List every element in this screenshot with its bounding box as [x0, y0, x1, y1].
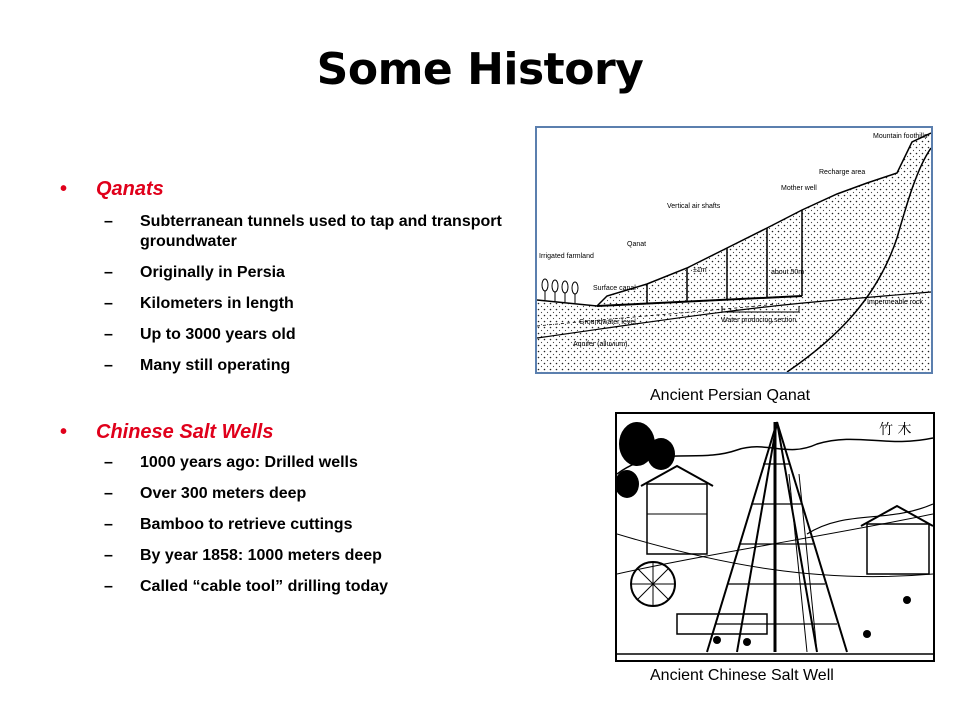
list-item [60, 484, 530, 504]
label-one-m: ±1m [693, 267, 707, 274]
list-item [60, 325, 530, 345]
label-water-section: Water producing section [721, 317, 797, 324]
dash-icon: – [104, 578, 113, 595]
list-item-text: 1000 years ago: Drilled wells [140, 454, 358, 471]
salt-well-caption: Ancient Chinese Salt Well [650, 667, 834, 684]
calligraphy-text: 竹 木 [879, 422, 912, 438]
qanat-caption: Ancient Persian Qanat [650, 387, 811, 404]
list-item-text: Over 300 meters deep [140, 485, 307, 502]
section-qanats-heading [60, 172, 530, 206]
list-item-text: Subterranean tunnels used to tap and transport groundwater [140, 213, 502, 250]
qanat-diagram [535, 126, 933, 374]
label-groundwater: Groundwater level [579, 319, 636, 326]
salt-well-illustration [615, 412, 935, 662]
label-irrigated: Irrigated farmland [539, 253, 594, 260]
list-item [60, 356, 530, 376]
list-item [60, 546, 530, 566]
dash-icon: – [104, 295, 113, 312]
slide-title: Some History [316, 44, 644, 95]
label-impermeable: Impermeable rock [867, 299, 924, 306]
list-item [60, 515, 530, 535]
qanat-illustration [537, 128, 931, 372]
section-salt-wells-heading [60, 415, 530, 449]
bullet-list [60, 172, 530, 608]
list-item [60, 263, 530, 283]
label-air-shafts: Vertical air shafts [667, 203, 721, 210]
dash-icon: – [104, 516, 113, 533]
dash-icon: – [104, 547, 113, 564]
label-fifty-m: about 50m [771, 269, 805, 276]
dash-icon: – [104, 357, 113, 374]
label-qanat: Qanat [627, 241, 647, 248]
label-aquifer: Aquifer (alluvium) [573, 341, 628, 348]
label-surface-canal: Surface canal [593, 285, 636, 292]
section-heading-text: Qanats [96, 178, 164, 200]
list-item [60, 294, 530, 314]
label-mountain: Mountain foothills [873, 133, 928, 140]
bullet-icon: • [60, 178, 68, 200]
list-item-text: Bamboo to retrieve cuttings [140, 516, 353, 533]
list-item [60, 212, 530, 252]
salt-well-drawing [617, 414, 933, 660]
section-heading-text: Chinese Salt Wells [96, 421, 274, 443]
list-item-text: Kilometers in length [140, 295, 294, 312]
list-item-text: Called “cable tool” drilling today [140, 578, 389, 595]
dash-icon: – [104, 326, 113, 343]
bullet-icon: • [60, 421, 68, 443]
dash-icon: – [104, 454, 113, 471]
list-item [60, 577, 530, 597]
label-mother-well: Mother well [781, 185, 817, 192]
list-item [60, 453, 530, 473]
label-recharge: Recharge area [819, 169, 866, 176]
dash-icon: – [104, 485, 113, 502]
list-item-text: Up to 3000 years old [140, 326, 296, 343]
list-item-text: Originally in Persia [140, 264, 285, 281]
dash-icon: – [104, 213, 113, 230]
list-item-text: By year 1858: 1000 meters deep [140, 547, 382, 564]
dash-icon: – [104, 264, 113, 281]
list-item-text: Many still operating [140, 357, 291, 374]
